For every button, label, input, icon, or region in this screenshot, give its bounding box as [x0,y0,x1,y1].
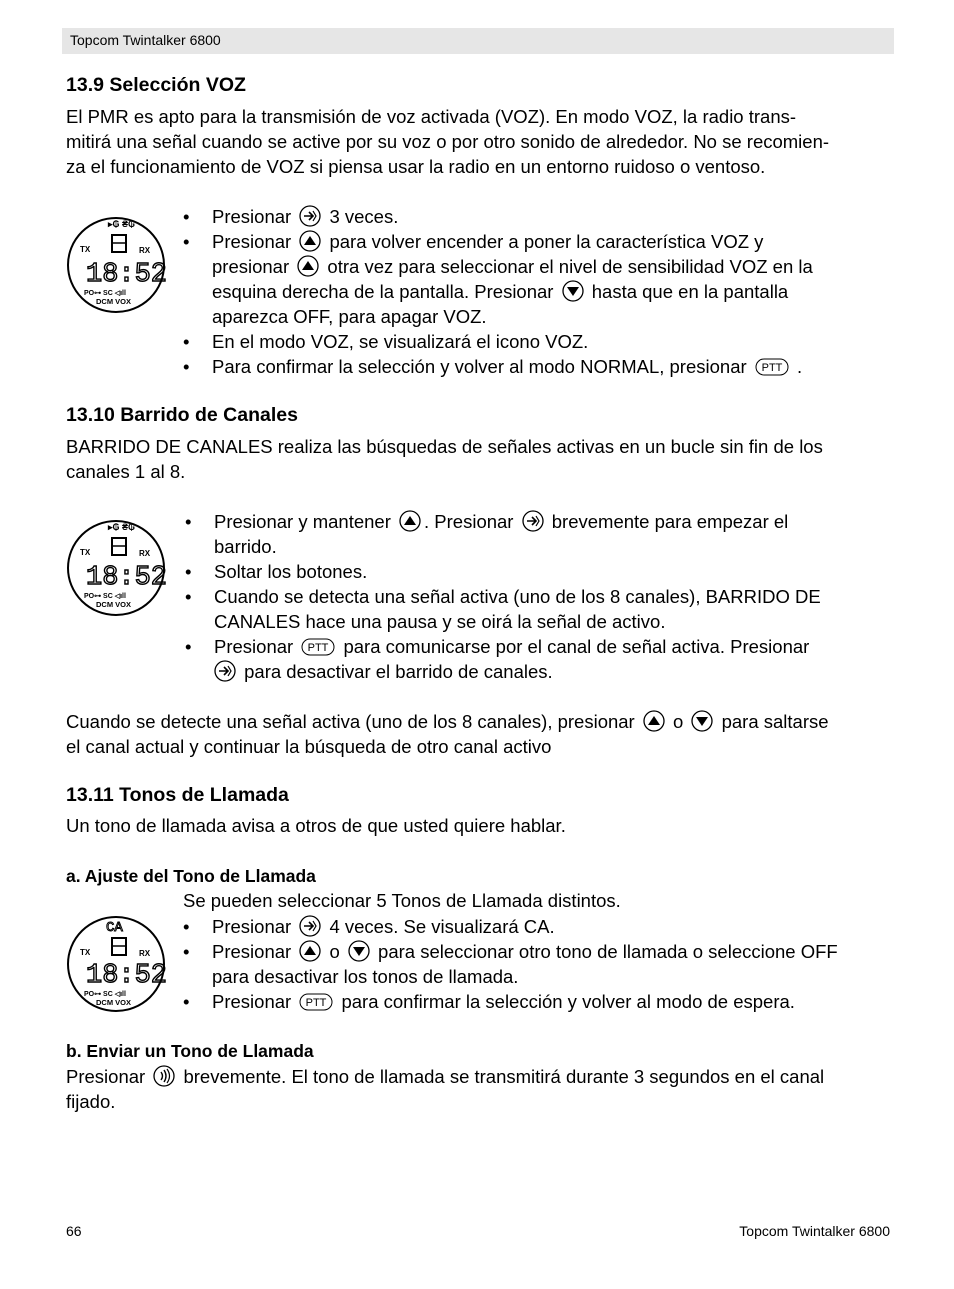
text: hasta que en la pantalla [591,281,789,302]
menu-button-icon [522,510,544,532]
section-13-9-intro [66,104,829,179]
text: el canal actual y continuar la búsqueda de otro canal activo [66,736,552,757]
ptt-button-icon [755,357,789,377]
subsection-b-title: b. Enviar un Tono de Llamada [66,1041,314,1061]
text: para desactivar los tonos de llamada. [212,966,519,987]
menu-button-icon [299,915,321,937]
svg-text:TX: TX [80,948,91,957]
svg-text:PO⊶ SC ◁ıll: PO⊶ SC ◁ıll [84,290,126,297]
svg-text:DCM VOX: DCM VOX [96,998,132,1007]
text: Presionar [212,916,292,937]
text: 4 veces. Se visualizará CA. [329,916,555,937]
svg-text:▸₲ ₴₲: ▸₲ ₴₲ [108,522,136,532]
text: 3 veces. [329,206,399,227]
page-number: 66 [66,1223,82,1239]
text: para seleccionar otro tono de llamada o seleccione OFF [378,941,838,962]
text: . Presionar [424,511,514,532]
list-item [185,509,893,559]
text: para volver encender a poner la característica VOZ y [329,231,764,252]
up-button-icon [299,230,321,252]
intro-line: canales 1 al 8. [66,461,186,482]
text: brevemente para empezar el [551,511,789,532]
svg-text:18:52: 18:52 [86,961,168,991]
intro-line: mitirá una señal cuando se active por su voz o por otro sonido de alrededor. No se recomien- [66,131,830,152]
section-13-10-intro [66,434,823,484]
text: o [673,711,684,732]
ptt-button-icon [301,637,335,657]
subsection-a-text: Se pueden seleccionar 5 Tonos de Llamada distintos. [183,890,621,911]
text: Presionar y mantener [214,511,391,532]
menu-button-icon [299,205,321,227]
svg-text:DCM VOX: DCM VOX [96,297,132,306]
text: para desactivar el barrido de canales. [244,661,553,682]
svg-text:DCM VOX: DCM VOX [96,600,132,609]
text: fijado. [66,1091,116,1112]
text: Presionar [212,991,292,1012]
text: Cuando se detecte una señal activa (uno de los 8 canales), presionar [66,711,635,732]
lcd-display-illustration [66,914,168,1019]
list-item [183,204,893,229]
text: . [796,356,803,377]
running-header-title: Topcom Twintalker 6800 [70,32,221,48]
list-item [183,354,893,379]
text: para saltarse [721,711,829,732]
section-13-9-title: 13.9 Selección VOZ [66,74,246,96]
svg-text:RX: RX [139,549,151,558]
list-item [183,914,893,939]
section-13-10-outro [66,709,896,759]
section-13-11-intro: Un tono de llamada avisa a otros de que usted quiere hablar. [66,815,566,836]
list-item [185,584,893,634]
ptt-button-icon [299,992,333,1012]
svg-text:PO⊶ SC ◁ıll: PO⊶ SC ◁ıll [84,593,126,600]
section-13-10-steps [185,509,893,684]
text: En el modo VOZ, se visualizará el icono VOZ. [212,331,589,352]
text: Presionar [214,636,294,657]
text: Para confirmar la selección y volver al modo NORMAL, presionar [212,356,747,377]
text: Soltar los botones. [214,561,368,582]
list-item [185,559,893,584]
svg-text:TX: TX [80,245,91,254]
section-13-11-title: 13.11 Tonos de Llamada [66,784,289,806]
text: Presionar [212,941,292,962]
list-item [183,989,893,1014]
lcd-display-illustration [66,215,168,320]
text: barrido. [214,536,277,557]
intro-line: BARRIDO DE CANALES realiza las búsquedas de señales activas en un bucle sin fin de los [66,436,823,457]
list-item [183,939,893,989]
svg-text:CA: CA [106,920,123,936]
section-13-9-steps [183,204,893,379]
subsection-a-steps [183,914,893,1014]
menu-button-icon [214,660,236,682]
subsection-b-text [66,1064,896,1114]
list-item [185,634,893,684]
down-button-icon [691,710,713,732]
text: para confirmar la selección y volver al modo de espera. [341,991,795,1012]
svg-text:TX: TX [80,548,91,557]
text: Cuando se detecta una señal activa (uno de los 8 canales), BARRIDO DE [214,586,821,607]
svg-text:18:52: 18:52 [86,563,168,593]
text: presionar [212,256,290,277]
svg-text:18:52: 18:52 [86,260,168,290]
up-button-icon [643,710,665,732]
intro-line: za el funcionamiento de VOZ si piensa usar la radio en un entorno ruidoso o ventoso. [66,156,766,177]
svg-text:▸₲ ₴₲: ▸₲ ₴₲ [108,219,136,229]
svg-text:PTT: PTT [761,362,783,374]
up-button-icon [297,255,319,277]
text: CANALES hace una pausa y se oirá la señal de activo. [214,611,666,632]
lcd-display-illustration [66,518,168,623]
list-item [183,229,893,329]
svg-text:PO⊶ SC ◁ıll: PO⊶ SC ◁ıll [84,991,126,998]
text: Presionar [212,231,292,252]
subsection-a-title: a. Ajuste del Tono de Llamada [66,866,316,886]
call-button-icon [153,1065,175,1087]
text: Presionar [66,1066,146,1087]
down-button-icon [348,940,370,962]
up-button-icon [299,940,321,962]
text: Presionar [212,206,292,227]
section-13-10-title: 13.10 Barrido de Canales [66,404,298,426]
text: aparezca OFF, para apagar VOZ. [212,306,487,327]
svg-text:RX: RX [139,949,151,958]
text: o [329,941,340,962]
intro-line: El PMR es apto para la transmisión de voz activada (VOZ). En modo VOZ, la radio trans- [66,106,797,127]
text: otra vez para seleccionar el nivel de sensibilidad VOZ en la [327,256,813,277]
svg-text:PTT: PTT [307,642,329,654]
svg-text:PTT: PTT [305,997,327,1009]
list-item [183,329,893,354]
running-header [62,28,894,54]
up-button-icon [399,510,421,532]
svg-text:RX: RX [139,246,151,255]
text: esquina derecha de la pantalla. Presionar [212,281,554,302]
down-button-icon [562,280,584,302]
footer-title: Topcom Twintalker 6800 [739,1223,890,1239]
text: para comunicarse por el canal de señal activa. Presionar [343,636,810,657]
text: brevemente. El tono de llamada se transmitirá durante 3 segundos en el canal [183,1066,825,1087]
